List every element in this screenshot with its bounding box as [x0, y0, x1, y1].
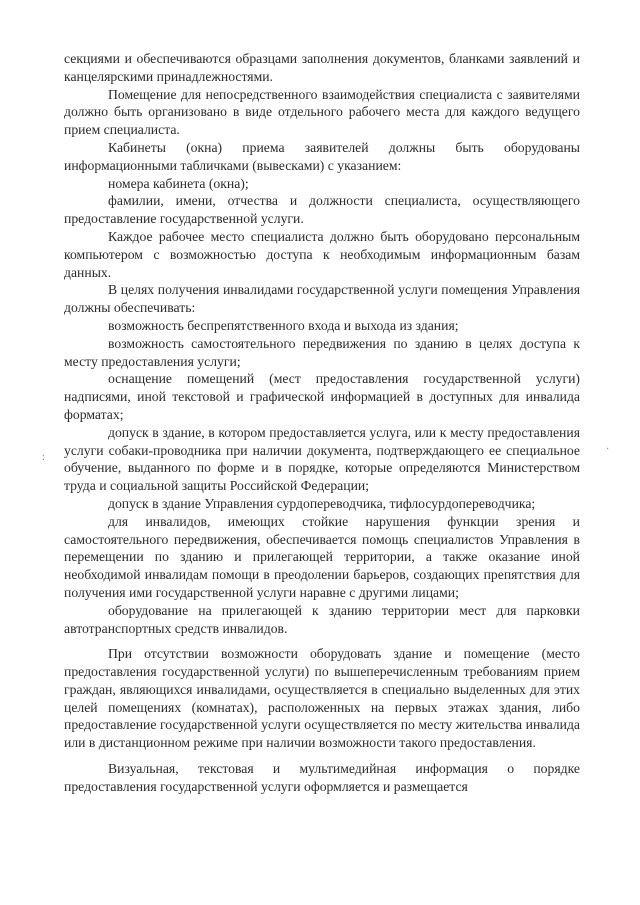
paragraph: Помещение для непосредственного взаимодействия специалиста с заявителями должно быть организовано в виде отдельного рабочего места для каждого ведущего прием специалиста.: [64, 86, 580, 138]
paragraph: Каждое рабочее место специалиста должно быть оборудовано персональным компьютером с возможностью доступа к необходимым информационным базам данных.: [64, 228, 580, 280]
paragraph: допуск в здание Управления сурдопереводчика, тифлосурдопереводчика;: [108, 495, 536, 511]
paragraph: возможность самостоятельного передвижения по зданию в целях доступа к месту предоставления услуги;: [64, 335, 580, 369]
document-text: [64, 50, 580, 796]
paragraph: В целях получения инвалидами государственной услуги помещения Управления должны обеспечивать:: [64, 282, 580, 316]
paragraph: Кабинеты (окна) приема заявителей должны быть оборудованы информационными табличками (вывесками) с указанием:: [64, 139, 580, 173]
paragraph: секциями и обеспечиваются образцами заполнения документов, бланками заявлений и канцелярскими принадлежностями.: [64, 51, 580, 84]
paragraph: допуск в здание, в котором предоставляется услуга, или к месту предоставления услуги собаки-проводника при наличии документа, подтверждающего ее специальное обучение, выданного по форме и в порядке, которые определяются Министерством труда и социальной защиты Российской Федерации;: [64, 424, 580, 494]
paragraph: номера кабинета (окна);: [108, 175, 249, 191]
paragraph: При отсутствии возможности оборудовать здание и помещение (место предоставления государственной услуги) по вышеперечисленным требованиям прием граждан, являющихся инвалидами, осуществляется в специально выделенных для этих целей помещениях (комнатах), расположенных на первых этажах здания, либо предоставление государственной услуги осуществляется по месту жительства инвалида или в дистанционном режиме при наличии возможности такого предоставления.: [64, 646, 580, 751]
paragraph: оборудование на прилегающей к зданию территории мест для парковки автотранспортных средств инвалидов.: [64, 602, 580, 636]
paragraph: фамилии, имени, отчества и должности специалиста, осуществляющего предоставление государственной услуги.: [64, 193, 580, 227]
scan-speck: ·: [606, 444, 610, 455]
paragraph: для инвалидов, имеющих стойкие нарушения функции зрения и самостоятельного передвижения, обеспечивается помощь специалистов Управления в перемещении по зданию и прилегающей территории, а также оказание иной необходимой инвалидам помощи в преодолении барьеров, создающих препятствия для получения ими государственной услуги наравне с другими лицами;: [64, 513, 580, 600]
paragraph: Визуальная, текстовая и мультимедийная информация о порядке предоставления государственной услуги оформляется и размещается: [64, 761, 580, 794]
paragraph: возможность беспрепятственного входа и выхода из здания;: [108, 317, 459, 333]
paragraph: оснащение помещений (мест предоставления государственной услуги) надписями, иной текстовой и графической информацией в доступных для инвалида форматах;: [64, 371, 580, 422]
scan-speck: :: [42, 452, 45, 463]
